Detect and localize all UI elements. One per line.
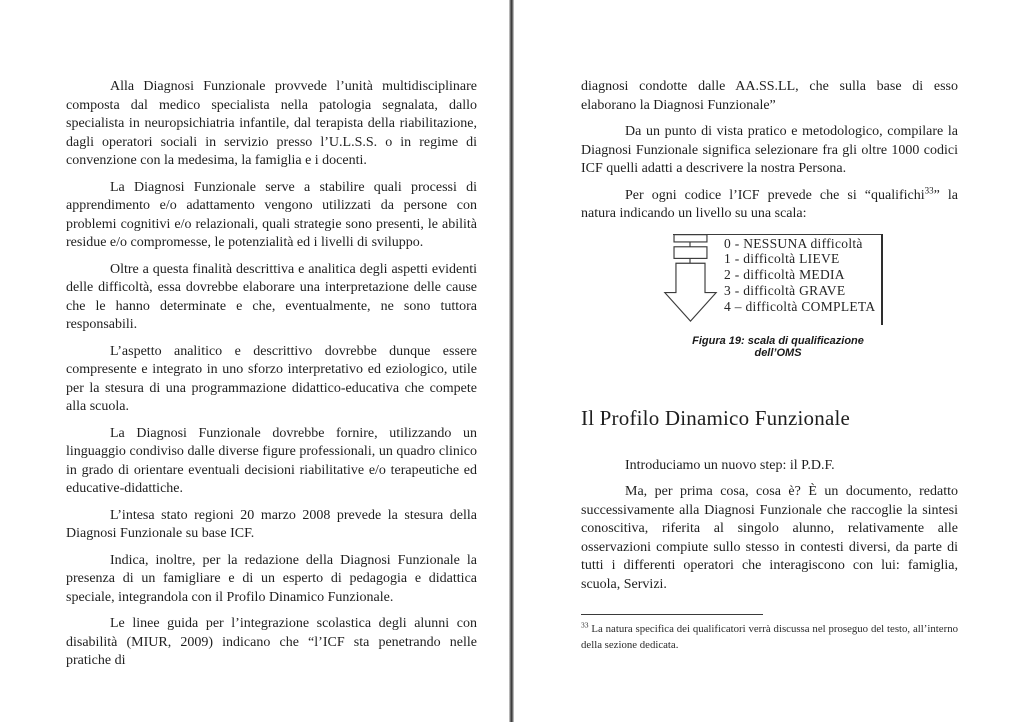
left-page-text-column	[66, 78, 477, 679]
scale-item-3: 3 - difficoltà GRAVE	[724, 282, 846, 298]
paragraph-linguaggio-condiviso: La Diagnosi Funzionale dovrebbe fornire, utilizzando un linguaggio condiviso dalle diverse figure professionali, un quadro clinico in grado di orientare eventuali decisioni riabilitative e/o terapeutiche ed educative-didattiche.	[66, 425, 477, 496]
paragraph-serve-a-stabilire: La Diagnosi Funzionale serve a stabilire quali processi di apprendimento e/o adattamento vengono utilizzati da persone con problemi cognitivi e/o relazionali, quali strategie sono presenti, le abilità residue e/o compromesse, le potenzialità ed i livelli di sviluppo.	[66, 179, 477, 250]
paragraph-intesa-stato-regioni: L’intesa stato regioni 20 marzo 2008 prevede la stesura della Diagnosi Funzionale su base ICF.	[66, 507, 477, 541]
scale-item-4: 4 – difficoltà COMPLETA	[724, 298, 876, 314]
footnote-marker: 33	[581, 620, 589, 630]
page-divider	[509, 0, 514, 722]
scale-item-2: 2 - difficoltà MEDIA	[724, 267, 845, 283]
paragraph-introduciamo: Introduciamo un nuovo step: il P.D.F.	[625, 457, 835, 473]
paragraph-indica-inoltre: Indica, inoltre, per la redazione della Diagnosi Funzionale la presenza di un famigliare e di un esperto di pedagogia e didattica speciale, integrandola con il Profilo Dinamico Funzionale.	[66, 552, 477, 605]
figure-caption: Figura 19: scala di qualificazione dell’OMS	[692, 334, 864, 359]
footnote-separator	[581, 614, 763, 615]
scale-item-1: 1 - difficoltà LIEVE	[724, 251, 840, 267]
scale-item-0: 0 - NESSUNA difficoltà	[724, 235, 863, 251]
paragraph-alla-diagnosi: Alla Diagnosi Funzionale provvede l’unità multidisciplinare composta dal medico specialista nella patologia segnalata, dallo specialista in neuropsichiatria infantile, dal terapista della riabilitazione, dagli operatori sociali in servizio presso l’U.L.S.S. o in regime di convenzione con la medesima, la famiglia e i docenti.	[66, 79, 477, 168]
paragraph-continuation: diagnosi condotte dalle AA.SS.LL, che sulla base di esso elaborano la Diagnosi Funzionale”	[581, 79, 958, 113]
qualifichi-pre: Per ogni codice l’ICF prevede che si “qualifichi	[625, 187, 925, 203]
qualifichi-post: ” la natura indicando un livello su una scala:	[581, 187, 958, 221]
footnote-33	[581, 622, 958, 653]
paragraph-oltre-finalita: Oltre a questa finalità descrittiva e analitica degli aspetti evidenti delle difficoltà, essa dovrebbe elaborare una interpretazione delle cause che le hanno determinate e che, eventualmente, ne sono tuttora responsabili.	[66, 261, 477, 332]
footnote-block	[581, 614, 958, 653]
footnote-reference-33: 33	[924, 184, 934, 195]
footnote-text: La natura specifica dei qualificatori verrà discussa nel proseguo del testo, all’interno della sezione dedicata.	[581, 623, 958, 651]
paragraph-aspetto-analitico: L’aspetto analitico e descrittivo dovrebbe dunque essere compresente e integrato in uno sforzo interpretativo ed eziologico, utile per la stesura di una programmazione didattico-educativa che compete alla scuola.	[66, 343, 477, 414]
qualifier-scale-list	[724, 236, 875, 315]
paragraph-punto-pratico: Da un punto di vista pratico e metodologico, compilare la Diagnosi Funzionale significa selezionare fra gli oltre 1000 codici ICF quelli adatti a descrivere la nostra Persona.	[581, 124, 958, 176]
paragraph-linee-guida: Le linee guida per l’integrazione scolastica degli alunni con disabilità (MIUR, 2009) indicano che “l’ICF sta penetrando nelle pratiche di	[66, 616, 477, 668]
section-heading-profilo-dinamico: Il Profilo Dinamico Funzionale	[581, 405, 851, 430]
down-arrow-icon	[660, 234, 720, 326]
paragraph-qualifichi	[581, 184, 958, 224]
figure-scala-oms	[581, 234, 958, 326]
paragraph-ma-per-prima-cosa: Ma, per prima cosa, cosa è? È un documento, redatto successivamente alla Diagnosi Funzionale che raccoglie la sintesi conoscitiva, riferita al singolo alunno, relativamente alle osservazioni compiute sullo stesso in contesti diversi, da parte di tutti i differenti operatori che interagiscono con lui: famiglia, scuola, Servizi.	[581, 484, 958, 592]
figure-right-border	[881, 234, 884, 325]
right-page-text-column	[581, 78, 958, 602]
